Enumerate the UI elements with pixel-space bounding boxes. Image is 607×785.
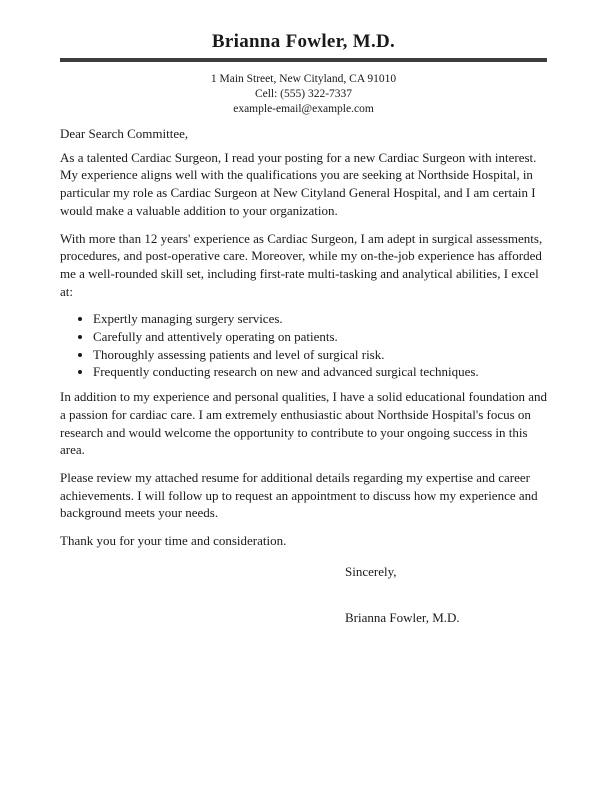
valediction: Sincerely, — [345, 563, 397, 579]
bullet-item-research: • Frequently conducting research on new and advanced surgical techniques. — [93, 363, 547, 381]
bullet-item-assessing-risk: • Thoroughly assessing patients and level of surgical risk. — [93, 346, 547, 364]
skills-bullet-list — [60, 310, 547, 381]
paragraph-education: In addition to my experience and personal qualities, I have a solid educational foundation and a passion for cardiac care. I am extremely enthusiastic about Northside Hospital's focus on research and would welcome the opportunity to contribute to your ongoing success in this area. — [60, 389, 547, 458]
salutation: Dear Search Committee, — [60, 126, 189, 141]
header-divider-rule — [60, 58, 547, 62]
contact-address: 1 Main Street, New Cityland, CA 91010 — [210, 73, 397, 85]
bullet-item-surgery-services: • Expertly managing surgery services. — [93, 310, 547, 328]
contact-phone: Cell: (555) 322-7337 — [254, 88, 353, 100]
bullet-item-operating-patients: • Carefully and attentively operating on patients. — [93, 328, 547, 346]
closing-block — [345, 563, 547, 627]
paragraph-thanks: Thank you for your time and consideration. — [60, 533, 287, 549]
signature-name: Brianna Fowler, M.D. — [345, 610, 460, 626]
page-title: Brianna Fowler, M.D. — [211, 31, 396, 52]
paragraph-resume: Please review my attached resume for additional details regarding my expertise and career achievements. I will follow up to request an appointment to discuss how my experience and background meets your needs. — [60, 469, 538, 521]
paragraph-intro: As a talented Cardiac Surgeon, I read your posting for a new Cardiac Surgeon with interest. My experience aligns well with the qualifications you are seeking at Northside Hospital, in particular my role as Cardiac Surgeon at New Cityland General Hospital, and I am certain I would make a valuable addition to your organization. — [60, 149, 537, 218]
contact-block — [60, 72, 547, 117]
contact-email: example-email@example.com — [233, 103, 374, 115]
paragraph-experience: With more than 12 years' experience as Cardiac Surgeon, I am adept in surgical assessments, procedures, and post-operative care. Moreover, while my on-the-job experience has afforded me a well-rounded skill set, including first-rate multi-tasking and analytical abilities, I excel at: — [60, 230, 543, 299]
